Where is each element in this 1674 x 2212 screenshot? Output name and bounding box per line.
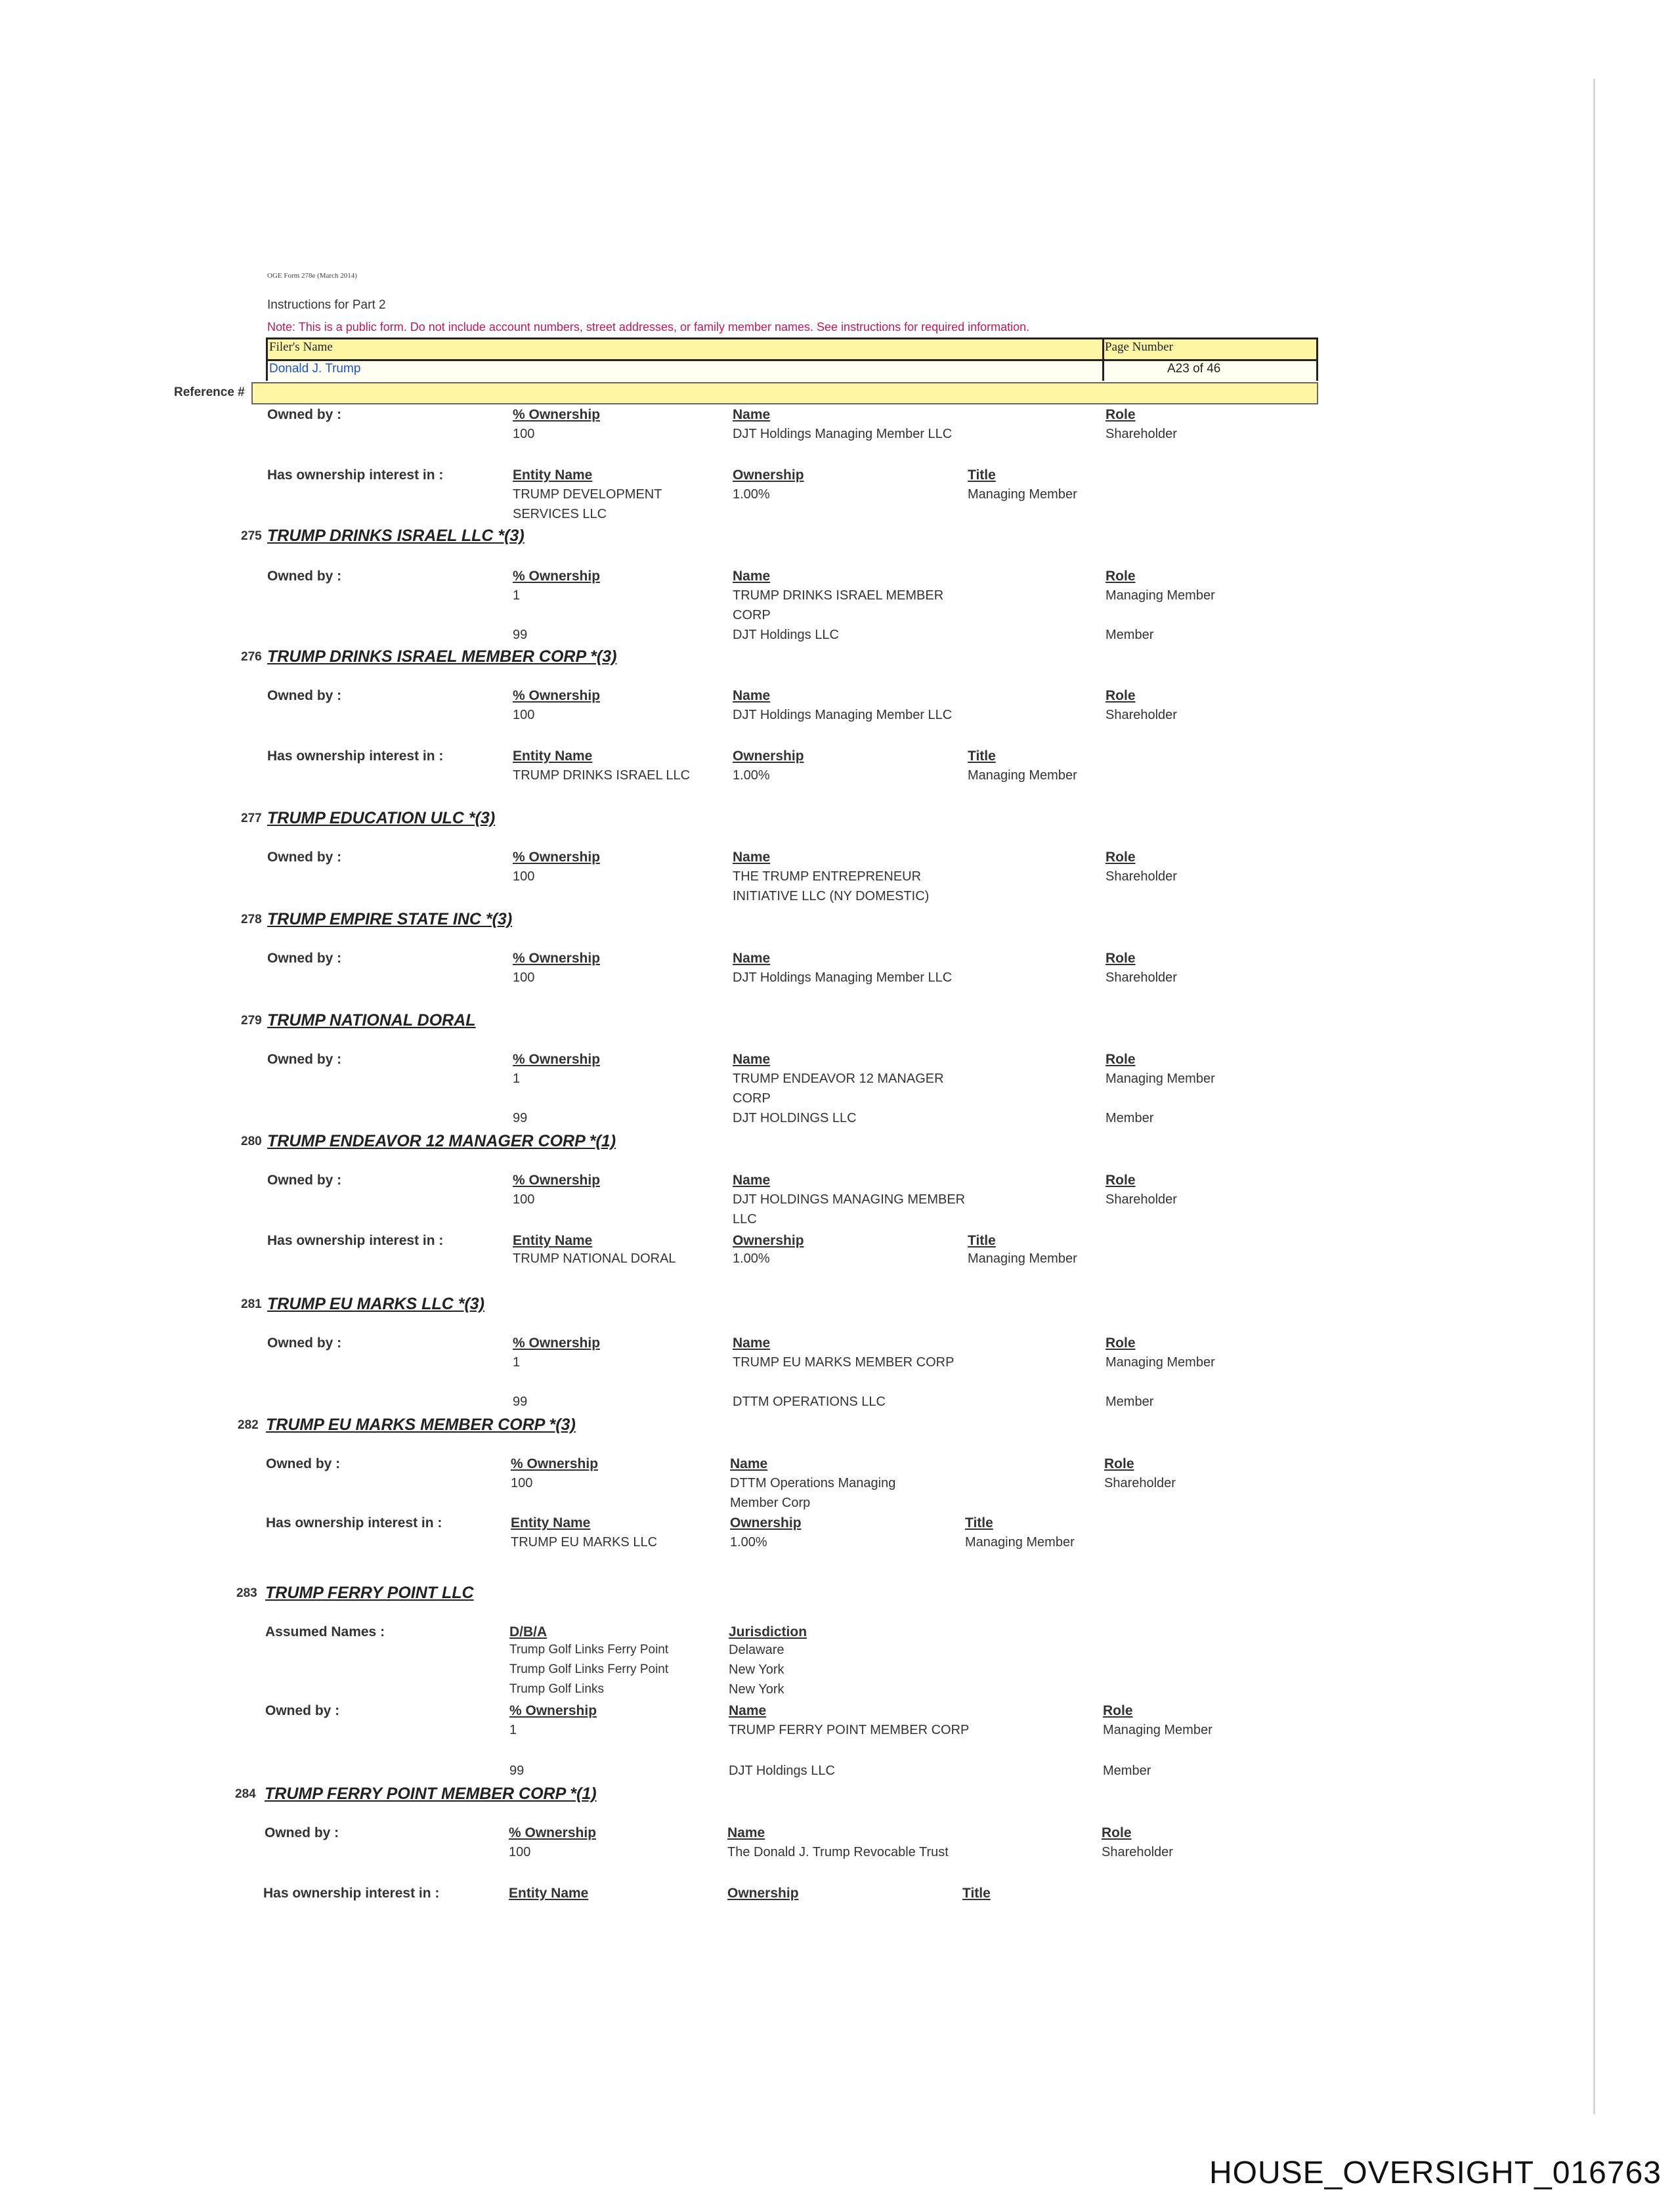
pct-ownership-header: % Ownership	[513, 1052, 601, 1067]
owner-role: Shareholder	[1105, 427, 1177, 441]
ownership-pct: 100	[513, 427, 535, 441]
pct-ownership-header: % Ownership	[509, 1825, 597, 1840]
interest-title: Managing Member	[968, 768, 1077, 783]
pct-ownership-header: % Ownership	[513, 407, 601, 422]
has-interest-label: Has ownership interest in :	[263, 1886, 440, 1901]
ownership-header: Ownership	[733, 748, 804, 764]
name-header: Name	[733, 951, 771, 966]
owner-role: Member	[1103, 1764, 1151, 1778]
ownership-pct: 99	[513, 1111, 528, 1125]
name-header: Name	[730, 1456, 768, 1471]
owner-name: TRUMP ENDEAVOR 12 MANAGER CORP	[733, 1072, 944, 1106]
role-header: Role	[1103, 1703, 1133, 1718]
pct-ownership-header: % Ownership	[509, 1703, 597, 1718]
entity-number: 283	[236, 1586, 257, 1600]
owner-role: Managing Member	[1105, 1072, 1215, 1086]
interest-title: Managing Member	[965, 1535, 1075, 1550]
entity-number: 279	[241, 1014, 262, 1028]
owner-name: TRUMP FERRY POINT MEMBER CORP	[729, 1723, 970, 1737]
name-header: Name	[733, 850, 771, 865]
dba-name: Trump Golf Links Ferry Point	[509, 1643, 669, 1657]
owner-role: Shareholder	[1105, 970, 1177, 985]
entity-title: TRUMP NATIONAL DORAL	[267, 1011, 476, 1030]
entity-title: TRUMP EU MARKS MEMBER CORP *(3)	[266, 1416, 576, 1434]
interest-title: Managing Member	[968, 1251, 1077, 1266]
role-header: Role	[1105, 569, 1136, 584]
interest-ownership: 1.00%	[733, 768, 770, 783]
owned-by-label: Owned by :	[267, 1052, 342, 1067]
owned-by-label: Owned by :	[267, 951, 342, 966]
entity-name-header: Entity Name	[513, 1233, 593, 1248]
role-header: Role	[1105, 407, 1136, 422]
owner-role: Managing Member	[1103, 1723, 1213, 1737]
pct-ownership-header: % Ownership	[513, 850, 601, 865]
owner-role: Shareholder	[1105, 869, 1177, 884]
jurisdiction-value: New York	[729, 1682, 784, 1697]
entity-title: TRUMP EMPIRE STATE INC *(3)	[267, 910, 513, 928]
entity-number: 276	[241, 650, 262, 664]
dba-name: Trump Golf Links Ferry Point	[509, 1662, 669, 1676]
entity-title: TRUMP DRINKS ISRAEL LLC *(3)	[267, 527, 525, 545]
owned-by-label: Owned by :	[267, 407, 342, 422]
ownership-header: Ownership	[733, 467, 804, 483]
owner-name: DJT HOLDINGS MANAGING MEMBER LLC	[733, 1192, 966, 1226]
owner-name: The Donald J. Trump Revocable Trust	[727, 1845, 949, 1859]
ownership-pct: 100	[513, 970, 535, 985]
filer-name-label: Filer's Name	[269, 340, 333, 354]
owner-role: Shareholder	[1105, 708, 1177, 722]
page-number-label: Page Number	[1105, 340, 1173, 354]
owned-by-label: Owned by :	[267, 850, 342, 865]
owned-by-label: Owned by :	[267, 688, 342, 703]
entity-title: TRUMP FERRY POINT MEMBER CORP *(1)	[265, 1785, 597, 1803]
pct-ownership-header: % Ownership	[513, 688, 601, 703]
owner-name: DJT Holdings Managing Member LLC	[733, 427, 953, 441]
name-header: Name	[729, 1703, 767, 1718]
owner-name: DJT Holdings Managing Member LLC	[733, 970, 953, 985]
ownership-pct: 100	[513, 1192, 535, 1207]
role-header: Role	[1104, 1456, 1134, 1471]
interest-title: Managing Member	[968, 487, 1077, 502]
owner-name: DTTM Operations Managing Member Corp	[730, 1476, 896, 1510]
owned-by-label: Owned by :	[265, 1825, 339, 1840]
dba-name: Trump Golf Links	[509, 1682, 604, 1696]
name-header: Name	[733, 688, 771, 703]
ownership-pct: 99	[509, 1764, 525, 1778]
owned-by-label: Owned by :	[265, 1703, 340, 1718]
role-header: Role	[1105, 1335, 1136, 1351]
owner-role: Shareholder	[1104, 1476, 1176, 1490]
owner-name: DJT Holdings LLC	[733, 628, 839, 642]
entity-title: TRUMP DRINKS ISRAEL MEMBER CORP *(3)	[267, 647, 617, 666]
ownership-pct: 99	[513, 1395, 528, 1409]
instructions-title: Instructions for Part 2	[267, 298, 386, 312]
interest-entity-name: TRUMP DRINKS ISRAEL LLC	[513, 768, 691, 783]
role-header: Role	[1105, 688, 1136, 703]
entity-number: 277	[241, 812, 262, 825]
ownership-pct: 100	[511, 1476, 533, 1490]
name-header: Name	[733, 1173, 771, 1188]
reference-bar	[251, 382, 1318, 404]
public-form-note: Note: This is a public form. Do not include account numbers, street addresses, or family member names. See instructions for required information.	[267, 320, 1030, 334]
role-header: Role	[1102, 1825, 1132, 1840]
has-interest-label: Has ownership interest in :	[267, 748, 444, 764]
owner-name: THE TRUMP ENTREPRENEUR INITIATIVE LLC (NY DOMESTIC)	[733, 869, 930, 903]
role-header: Role	[1105, 1173, 1136, 1188]
interest-entity-name: TRUMP EU MARKS LLC	[511, 1535, 658, 1550]
entity-number: 280	[241, 1135, 262, 1148]
jurisdiction-value: New York	[729, 1662, 784, 1677]
entity-name-header: Entity Name	[511, 1515, 591, 1530]
interest-ownership: 1.00%	[730, 1535, 767, 1550]
owner-name: TRUMP EU MARKS MEMBER CORP	[733, 1355, 955, 1370]
pct-ownership-header: % Ownership	[513, 1335, 601, 1351]
owner-name: DTTM OPERATIONS LLC	[733, 1395, 886, 1409]
owned-by-label: Owned by :	[267, 569, 342, 584]
owner-role: Member	[1105, 1111, 1154, 1125]
title-header: Title	[968, 1233, 996, 1248]
page-number: A23 of 46	[1167, 362, 1221, 376]
pct-ownership-header: % Ownership	[513, 1173, 601, 1188]
owner-role: Shareholder	[1102, 1845, 1173, 1859]
owner-role: Shareholder	[1105, 1192, 1177, 1207]
ownership-header: Ownership	[730, 1515, 802, 1530]
role-header: Role	[1105, 951, 1136, 966]
pct-ownership-header: % Ownership	[513, 569, 601, 584]
has-interest-label: Has ownership interest in :	[267, 1233, 444, 1248]
owner-role: Member	[1105, 628, 1154, 642]
owner-name: DJT Holdings LLC	[729, 1764, 835, 1778]
entity-title: TRUMP ENDEAVOR 12 MANAGER CORP *(1)	[267, 1132, 616, 1150]
name-header: Name	[733, 1052, 771, 1067]
owner-name: DJT Holdings Managing Member LLC	[733, 708, 953, 722]
name-header: Name	[733, 407, 771, 422]
title-header: Title	[965, 1515, 993, 1530]
ownership-pct: 1	[513, 588, 521, 603]
ownership-header: Ownership	[727, 1886, 799, 1901]
entity-title: TRUMP FERRY POINT LLC	[265, 1584, 474, 1602]
bates-number: HOUSE_OVERSIGHT_016763	[1209, 2156, 1662, 2190]
entity-name-header: Entity Name	[513, 748, 593, 764]
scan-edge-line	[1593, 79, 1595, 2114]
role-header: Role	[1105, 1052, 1136, 1067]
filer-name: Donald J. Trump	[269, 362, 361, 376]
form-number: OGE Form 278e (March 2014)	[267, 272, 357, 280]
entity-number: 282	[238, 1418, 259, 1432]
title-header: Title	[968, 748, 996, 764]
ownership-pct: 1	[513, 1355, 521, 1370]
has-interest-label: Has ownership interest in :	[267, 467, 444, 483]
role-header: Role	[1105, 850, 1136, 865]
jurisdiction-value: Delaware	[729, 1643, 784, 1657]
name-header: Name	[727, 1825, 765, 1840]
owner-role: Member	[1105, 1395, 1154, 1409]
interest-entity-name: TRUMP NATIONAL DORAL	[513, 1251, 676, 1266]
entity-number: 278	[241, 913, 262, 926]
interest-entity-name: TRUMP DEVELOPMENT SERVICES LLC	[513, 487, 662, 521]
owner-name: TRUMP DRINKS ISRAEL MEMBER CORP	[733, 588, 944, 622]
title-header: Title	[962, 1886, 991, 1901]
owned-by-label: Owned by :	[267, 1335, 342, 1351]
ownership-pct: 1	[513, 1072, 521, 1086]
ownership-pct: 99	[513, 628, 528, 642]
assumed-names-label: Assumed Names :	[265, 1624, 385, 1639]
owner-name: DJT HOLDINGS LLC	[733, 1111, 857, 1125]
name-header: Name	[733, 1335, 771, 1351]
has-interest-label: Has ownership interest in :	[266, 1515, 442, 1530]
owned-by-label: Owned by :	[267, 1173, 342, 1188]
entity-title: TRUMP EU MARKS LLC *(3)	[267, 1295, 485, 1313]
pct-ownership-header: % Ownership	[511, 1456, 599, 1471]
interest-ownership: 1.00%	[733, 1251, 770, 1266]
entity-number: 284	[235, 1787, 256, 1801]
ownership-header: Ownership	[733, 1233, 804, 1248]
entity-number: 281	[241, 1297, 262, 1311]
title-header: Title	[968, 467, 996, 483]
interest-ownership: 1.00%	[733, 487, 770, 502]
dba-header: D/B/A	[509, 1624, 547, 1639]
jurisdiction-header: Jurisdiction	[729, 1624, 807, 1639]
entity-name-header: Entity Name	[513, 467, 593, 483]
ownership-pct: 100	[509, 1845, 531, 1859]
pct-ownership-header: % Ownership	[513, 951, 601, 966]
entity-name-header: Entity Name	[509, 1886, 589, 1901]
ownership-pct: 1	[509, 1723, 517, 1737]
owner-role: Managing Member	[1105, 588, 1215, 603]
ownership-pct: 100	[513, 708, 535, 722]
name-header: Name	[733, 569, 771, 584]
reference-label: Reference #	[174, 385, 245, 399]
entity-number: 275	[241, 529, 262, 543]
ownership-pct: 100	[513, 869, 535, 884]
owned-by-label: Owned by :	[266, 1456, 341, 1471]
entity-title: TRUMP EDUCATION ULC *(3)	[267, 809, 496, 827]
owner-role: Managing Member	[1105, 1355, 1215, 1370]
